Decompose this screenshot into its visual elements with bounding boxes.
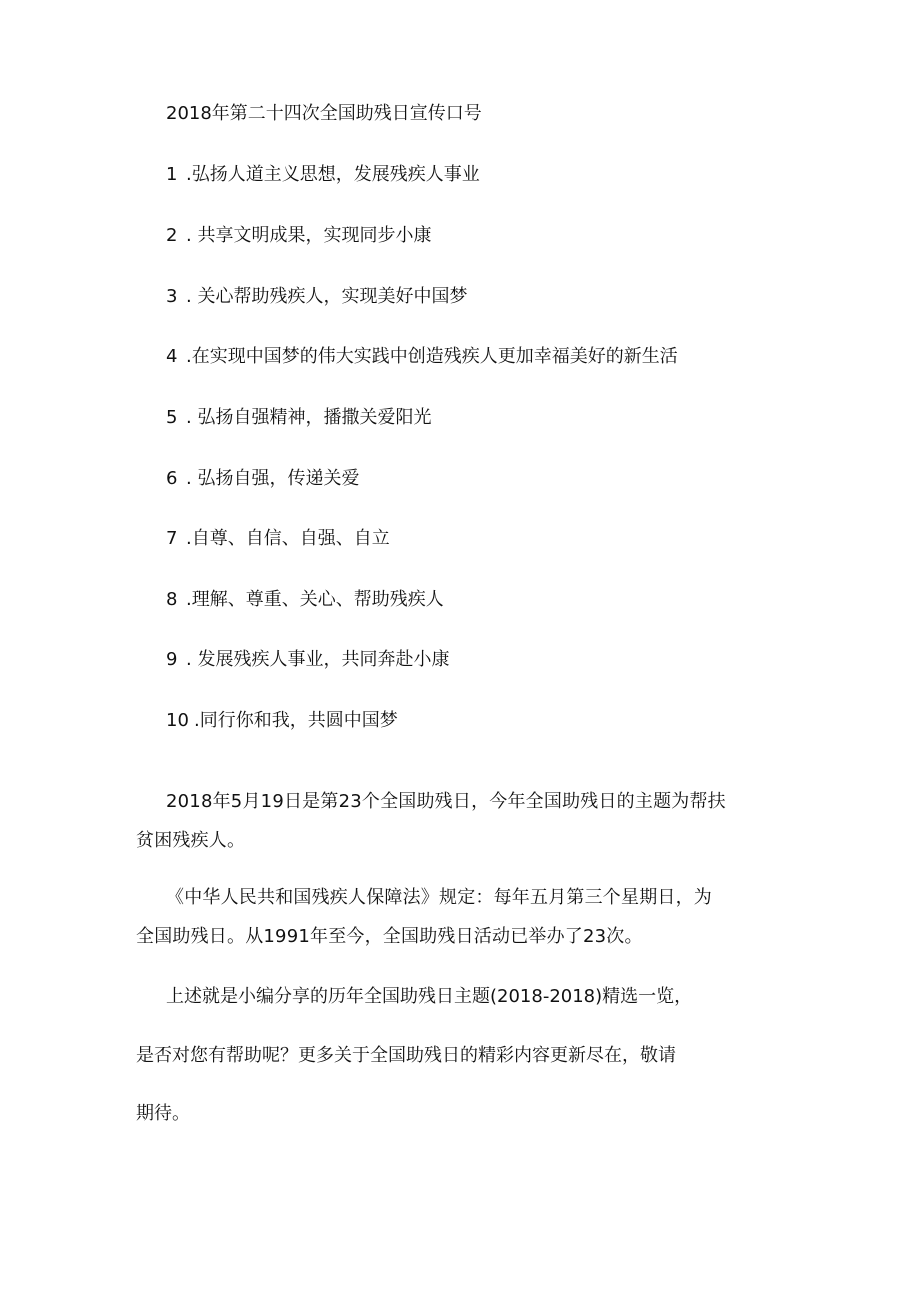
slogan-text: .理解、尊重、关心、帮助残疾人	[186, 589, 444, 610]
slogan-number: 6	[166, 468, 178, 489]
paragraph-theme	[136, 782, 796, 860]
slogan-number: 10	[166, 710, 189, 731]
slogan-item	[166, 344, 678, 370]
document-title: 2018年第二十四次全国助残日宣传口号	[166, 103, 482, 124]
closing-line: 期待。	[136, 1103, 190, 1124]
slogan-item	[166, 223, 431, 249]
closing-line: 是否对您有帮助呢？更多关于全国助残日的精彩内容更新尽在，敬请	[136, 1045, 676, 1066]
slogan-text: .同行你和我，共圆中国梦	[194, 710, 398, 731]
slogan-text: .自尊、自信、自强、自立	[186, 528, 390, 549]
slogan-number: 8	[166, 589, 178, 610]
slogan-item	[166, 284, 467, 310]
slogan-number: 7	[166, 528, 178, 549]
slogan-text: .在实现中国梦的伟大实践中创造残疾人更加幸福美好的新生活	[186, 346, 678, 367]
slogan-text: . 关心帮助残疾人，实现美好中国梦	[186, 286, 468, 307]
slogan-text: . 弘扬自强精神，播撒关爱阳光	[186, 407, 432, 428]
slogan-number: 4	[166, 346, 178, 367]
paragraph-law	[136, 878, 796, 956]
slogan-item	[166, 526, 390, 552]
slogan-number: 9	[166, 649, 178, 670]
slogan-item	[166, 647, 449, 673]
paragraph-line: 2018年5月19日是第23个全国助残日，今年全国助残日的主题为帮扶	[166, 791, 726, 812]
paragraph-line: 全国助残日。从1991年至今，全国助残日活动已举办了23次。	[136, 926, 643, 947]
paragraph-line: 贫困残疾人。	[136, 830, 246, 851]
slogan-item	[166, 466, 359, 492]
slogan-number: 1	[166, 164, 178, 185]
slogan-text: . 共享文明成果，实现同步小康	[186, 225, 432, 246]
slogan-item	[166, 587, 444, 613]
slogan-number: 2	[166, 225, 178, 246]
closing-line: 上述就是小编分享的历年全国助残日主题(2018-2018)精选一览，	[166, 986, 693, 1007]
slogan-text: . 弘扬自强，传递关爱	[186, 468, 360, 489]
slogan-number: 5	[166, 407, 178, 428]
slogan-text: . 发展残疾人事业，共同奔赴小康	[186, 649, 450, 670]
slogan-item	[166, 162, 480, 188]
slogan-text: .弘扬人道主义思想，发展残疾人事业	[186, 164, 480, 185]
paragraph-line: 《中华人民共和国残疾人保障法》规定：每年五月第三个星期日，为	[166, 887, 712, 908]
slogan-number: 3	[166, 286, 178, 307]
slogan-item	[166, 405, 431, 431]
slogan-item	[166, 708, 398, 734]
